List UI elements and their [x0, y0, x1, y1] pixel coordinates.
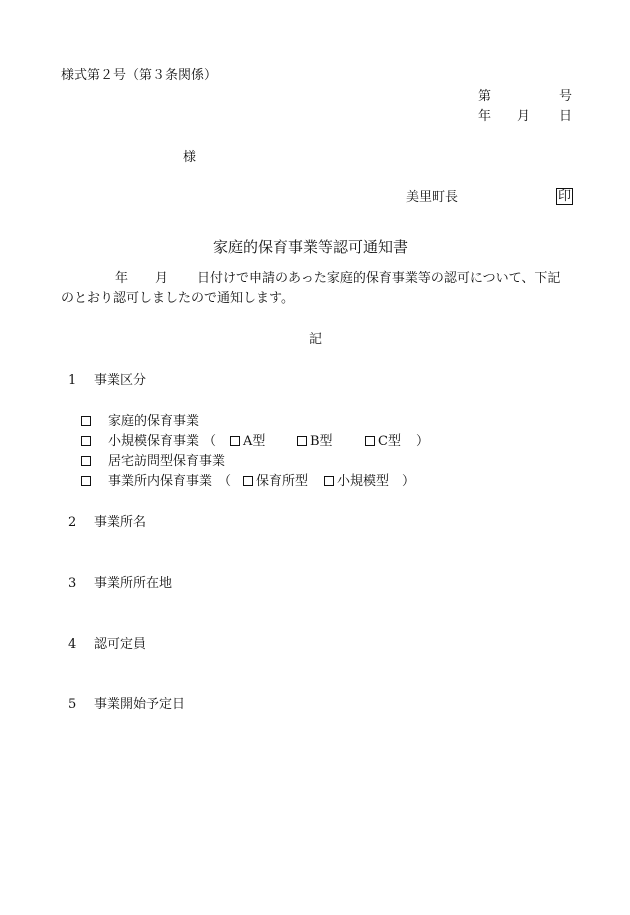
category-label: 小規模保育事業: [108, 434, 200, 449]
document-number-prefix: 第: [478, 89, 492, 104]
option-small-scale-type[interactable]: [324, 475, 389, 488]
category-item-home-visit[interactable]: [81, 455, 225, 468]
document-number-suffix: 号: [559, 89, 573, 104]
checkbox[interactable]: [324, 476, 334, 486]
category-item-workplace[interactable]: [81, 475, 212, 488]
section-number: 2: [68, 515, 77, 530]
date-day-label: 日: [559, 109, 573, 124]
option-label: A型: [243, 434, 266, 449]
option-type-b[interactable]: [297, 435, 333, 448]
category-item-small-scale[interactable]: [81, 435, 199, 448]
date-month-label: 月: [517, 109, 531, 124]
option-label: B型: [310, 434, 333, 449]
section-number: 1: [68, 373, 77, 388]
category-label: 事業所内保育事業: [108, 474, 213, 489]
section-number: 4: [68, 637, 77, 652]
paren-open: （: [203, 434, 217, 449]
checkbox[interactable]: [297, 436, 307, 446]
body-month-label: 月: [155, 271, 169, 286]
option-nursery-type[interactable]: [243, 475, 308, 488]
category-item-family-care[interactable]: [81, 415, 199, 428]
checkbox[interactable]: [81, 436, 91, 446]
section-label: 事業所所在地: [94, 576, 173, 591]
body-year-label: 年: [115, 271, 129, 286]
option-type-a[interactable]: [230, 435, 265, 448]
section-label: 認可定員: [94, 637, 147, 652]
checkbox[interactable]: [365, 436, 375, 446]
date-year-label: 年: [478, 109, 492, 124]
paren-open: （: [218, 474, 232, 489]
form-number: 様式第２号（第３条関係）: [61, 68, 218, 83]
checkbox[interactable]: [81, 476, 91, 486]
paren-close: ）: [416, 434, 430, 449]
checkbox[interactable]: [81, 416, 91, 426]
option-label: 小規模型: [337, 474, 390, 489]
document-title: 家庭的保育事業等認可通知書: [213, 238, 409, 256]
option-label: C型: [378, 434, 401, 449]
section-label: 事業開始予定日: [94, 697, 186, 712]
body-line2: のとおり認可しましたので通知します。: [61, 291, 294, 306]
checkbox[interactable]: [81, 456, 91, 466]
seal-text: 印: [558, 189, 572, 204]
section-label: 事業所名: [94, 515, 147, 530]
section-label: 事業区分: [94, 373, 147, 388]
addressee-honorific: 様: [183, 150, 197, 165]
paren-close: ）: [402, 474, 416, 489]
body-line1: 日付けで申請のあった家庭的保育事業等の認可について、下記: [197, 271, 561, 286]
seal-mark: [556, 188, 573, 205]
section-number: 5: [68, 697, 77, 712]
issuer-name: 美里町長: [406, 190, 459, 205]
option-label: 保育所型: [256, 474, 309, 489]
category-label: 居宅訪問型保育事業: [108, 454, 226, 469]
option-type-c[interactable]: [365, 435, 401, 448]
checkbox[interactable]: [243, 476, 253, 486]
category-label: 家庭的保育事業: [108, 414, 200, 429]
checkbox[interactable]: [230, 436, 240, 446]
ki-heading: 記: [309, 332, 323, 347]
section-number: 3: [68, 576, 77, 591]
